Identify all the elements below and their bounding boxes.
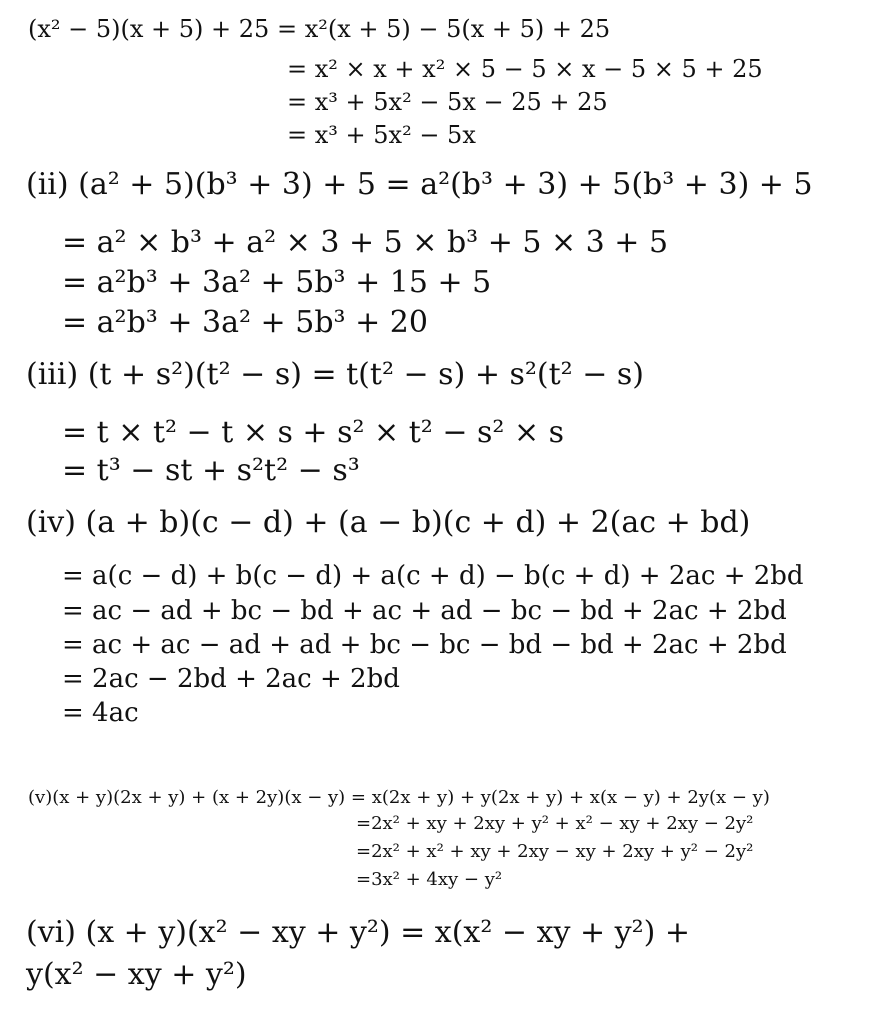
eq3-line-1: (iii) (t + s²)(t² − s) = t(t² − s) + s²(t² − s) (26, 357, 645, 392)
eq4-line-5: = 2ac − 2bd + 2ac + 2bd (62, 664, 400, 694)
eq6-line-2: y(x² − xy + y²) (26, 957, 247, 992)
eq1-line-1: (x² − 5)(x + 5) + 25 = x²(x + 5) − 5(x + 5) + 25 (28, 15, 611, 43)
eq3-line-2: = t × t² − t × s + s² × t² − s² × s (62, 415, 565, 450)
eq1-line-4: = x³ + 5x² − 5x (287, 121, 476, 149)
eq5-line-2: =2x² + xy + 2xy + y² + x² − xy + 2xy − 2y² (356, 813, 754, 834)
eq4-line-1: (iv) (a + b)(c − d) + (a − b)(c + d) + 2(ac + bd) (26, 505, 751, 540)
eq5-line-1: (v)(x + y)(2x + y) + (x + 2y)(x − y) = x(2x + y) + y(2x + y) + x(x − y) + 2y(x − y) (28, 787, 770, 808)
eq2-line-4: = a²b³ + 3a² + 5b³ + 20 (62, 305, 428, 340)
eq4-line-2: = a(c − d) + b(c − d) + a(c + d) − b(c + d) + 2ac + 2bd (62, 561, 804, 591)
eq2-line-1: (ii) (a² + 5)(b³ + 3) + 5 = a²(b³ + 3) + 5(b³ + 3) + 5 (26, 167, 813, 202)
eq4-line-6: = 4ac (62, 698, 139, 728)
eq6-line-1: (vi) (x + y)(x² − xy + y²) = x(x² − xy + y²) + (26, 915, 690, 950)
eq2-line-3: = a²b³ + 3a² + 5b³ + 15 + 5 (62, 265, 492, 300)
eq5-line-4: =3x² + 4xy − y² (356, 869, 503, 890)
eq2-line-2: = a² × b³ + a² × 3 + 5 × b³ + 5 × 3 + 5 (62, 225, 669, 260)
eq5-line-3: =2x² + x² + xy + 2xy − xy + 2xy + y² − 2y² (356, 841, 754, 862)
eq4-line-3: = ac − ad + bc − bd + ac + ad − bc − bd + 2ac + 2bd (62, 596, 787, 626)
eq4-line-4: = ac + ac − ad + ad + bc − bc − bd − bd + 2ac + 2bd (62, 630, 787, 660)
eq3-line-3: = t³ − st + s²t² − s³ (62, 453, 360, 488)
eq1-line-2: = x² × x + x² × 5 − 5 × x − 5 × 5 + 25 (287, 55, 763, 83)
eq1-line-3: = x³ + 5x² − 5x − 25 + 25 (287, 88, 608, 116)
